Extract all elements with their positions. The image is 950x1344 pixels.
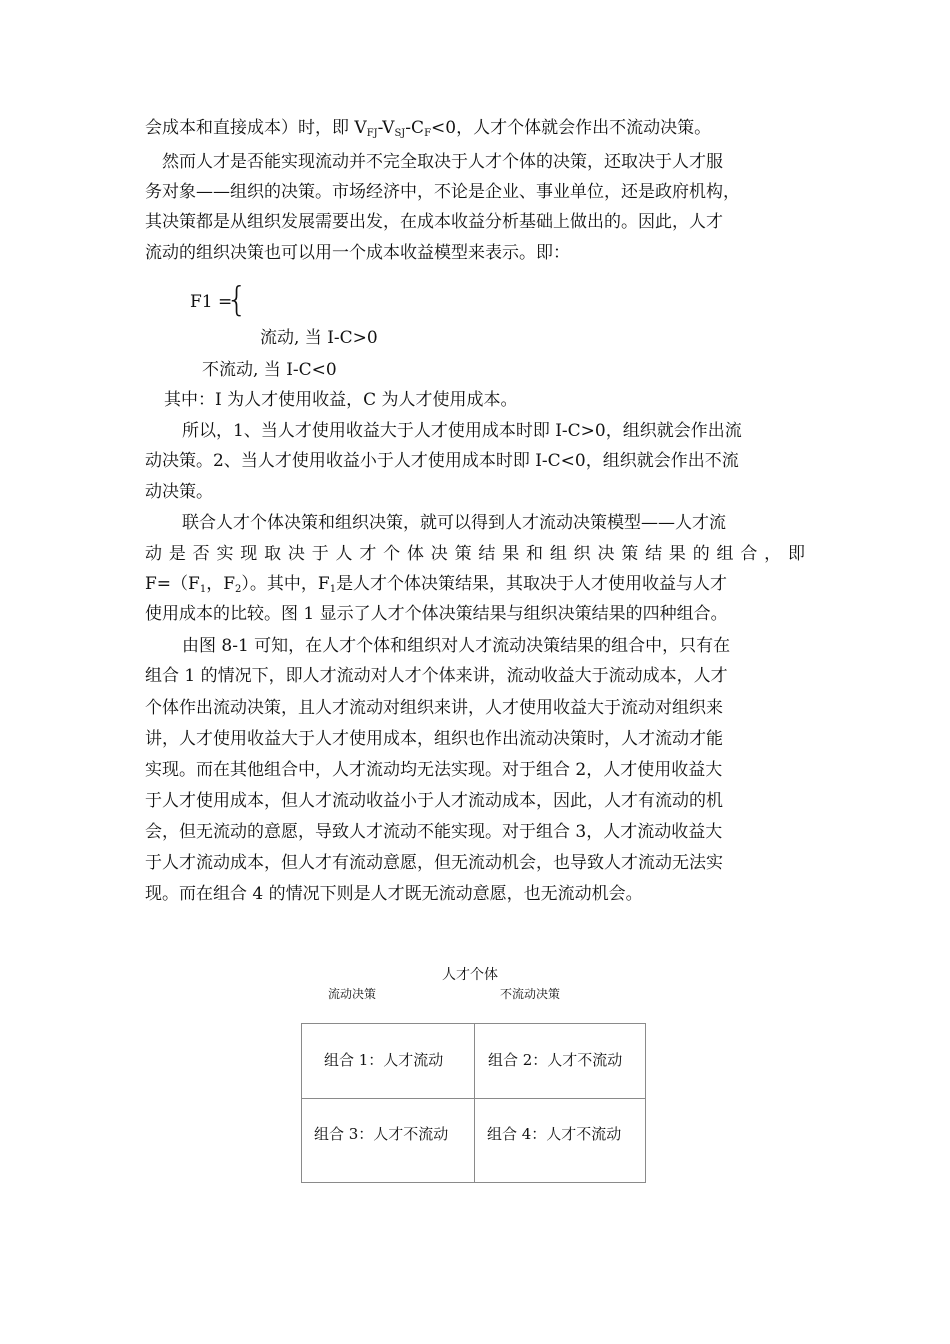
text-line: 现。而在组合 4 的情况下则是人才既无流动意愿，也无流动机会。 <box>145 884 643 904</box>
column-label-flow: 流动决策 <box>328 987 377 1001</box>
text-line: 然而人才是否能实现流动并不完全取决于人才个体的决策，还取决于人才服 <box>162 152 723 172</box>
formula-brace: { <box>226 280 248 320</box>
text-line: 所以，1、当人才使用收益大于人才使用成本时即 I-C>0，组织就会作出流 <box>182 421 742 441</box>
text-line: 会，但无流动的意愿，导致人才流动不能实现。对于组合 3，人才流动收益大 <box>145 822 723 842</box>
column-label-no-flow: 不流动决策 <box>500 987 561 1001</box>
text-line: 实现。而在其他组合中，人才流动均无法实现。对于组合 2，人才使用收益大 <box>145 760 723 780</box>
text-line: 动决策。2、当人才使用收益小于人才使用成本时即 I-C<0，组织就会作出不流 <box>145 451 739 471</box>
text-run: ，F <box>206 574 236 594</box>
figure-title: 人才个体 <box>442 967 498 983</box>
text-line: 由图 8-1 可知，在人才个体和组织对人才流动决策结果的组合中，只有在 <box>182 636 731 656</box>
text-run: ）。其中，F <box>241 574 330 594</box>
matrix-cell-2: 组合 2：人才不流动 <box>488 1051 623 1069</box>
text-line: 其决策都是从组织发展需要出发，在成本收益分析基础上做出的。因此，人才 <box>145 212 723 232</box>
text-line: 动决策。 <box>145 482 213 502</box>
matrix-cell-1: 组合 1：人才流动 <box>324 1051 444 1069</box>
subscript: 1 <box>329 584 337 595</box>
text-line: 讲，人才使用收益大于人才使用成本，组织也作出流动决策时，人才流动才能 <box>145 729 723 749</box>
text-line: 组合 1 的情况下，即人才流动对人才个体来讲，流动收益大于流动成本，人才 <box>145 666 728 686</box>
text-run: -V <box>377 118 395 138</box>
text-line: 务对象——组织的决策。市场经济中，不论是企业、事业单位，还是政府机构， <box>145 182 740 202</box>
text-line: 流动的组织决策也可以用一个成本收益模型来表示。即： <box>145 243 570 263</box>
subscript: SJ <box>394 128 406 139</box>
text-line: 使用成本的比较。图 1 显示了人才个体决策结果与组织决策结果的四种组合。 <box>145 604 728 624</box>
matrix-cell-4: 组合 4：人才不流动 <box>487 1125 622 1143</box>
formula-case-2: 不流动, 当 I-C<0 <box>202 360 337 380</box>
text-run: 是人才个体决策结果，其取决于人才使用收益与人才 <box>336 574 728 594</box>
text-line <box>145 574 727 594</box>
text-run: F=（F <box>145 574 200 594</box>
grid-divider-vertical <box>474 1024 475 1182</box>
text-line: 其中：I 为人才使用收益，C 为人才使用成本。 <box>164 390 518 410</box>
formula-case-1: 流动, 当 I-C>0 <box>260 328 378 348</box>
subscript: 1 <box>199 584 207 595</box>
text-line: 于人才使用成本，但人才流动收益小于人才流动成本，因此，人才有流动的机 <box>145 791 723 811</box>
grid-divider-horizontal <box>302 1098 645 1099</box>
matrix-grid <box>301 1023 646 1183</box>
subscript: F <box>424 128 432 139</box>
text-run: 会成本和直接成本）时，即 V <box>145 118 367 138</box>
matrix-cell-3: 组合 3：人才不流动 <box>314 1125 449 1143</box>
text-run: <0，人才个体就会作出不流动决策。 <box>431 118 712 138</box>
subscript: 2 <box>235 584 242 595</box>
text-run: -C <box>405 118 425 138</box>
text-line: 动是否实现取决于人才个体决策结果和组织决策结果的组合，即 <box>145 544 805 564</box>
text-line: 于人才流动成本，但人才有流动意愿，但无流动机会，也导致人才流动无法实 <box>145 853 723 873</box>
text-line <box>145 118 711 138</box>
subscript: FJ <box>366 128 378 139</box>
text-line: 个体作出流动决策，且人才流动对组织来讲，人才使用收益大于流动对组织来 <box>145 698 723 718</box>
formula-label: F1 = <box>190 292 233 312</box>
text-line: 联合人才个体决策和组织决策，就可以得到人才流动决策模型——人才流 <box>182 513 726 533</box>
